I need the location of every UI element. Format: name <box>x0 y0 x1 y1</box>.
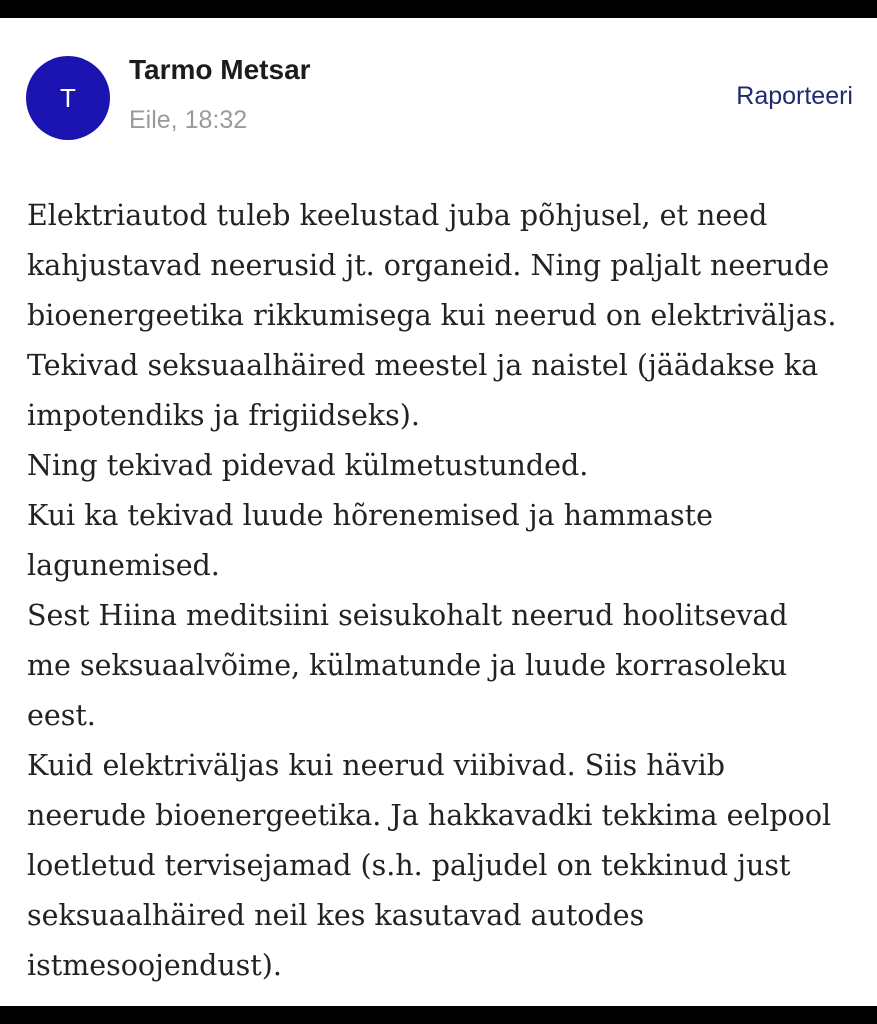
comment-line: kahjustavad neerusid jt. organeid. Ning paljalt neerude <box>27 249 830 282</box>
comment-line: eest. <box>27 699 96 732</box>
author-name[interactable]: Tarmo Metsar <box>129 54 311 85</box>
comment-line: loetletud tervisejamad (s.h. paljudel on tekkinud just <box>27 849 791 882</box>
comment-timestamp: Eile, 18:32 <box>129 106 248 134</box>
comment-line: impotendiks ja frigiidseks). <box>27 399 420 432</box>
avatar-letter: T <box>60 82 76 113</box>
comment-line: neerude bioenergeetika. Ja hakkavadki tekkima eelpool <box>27 799 832 832</box>
comment-line: Elektriautod tuleb keelustad juba põhjusel, et need <box>27 199 768 232</box>
comment-line: Kui ka tekivad luude hõrenemised ja hammaste <box>27 499 713 532</box>
comment-card <box>0 18 877 1006</box>
report-link[interactable]: Raporteeri <box>736 82 853 110</box>
comment-line: Sest Hiina meditsiini seisukohalt neerud hoolitsevad <box>27 599 788 632</box>
comment-line: istmesoojendust). <box>27 949 282 982</box>
comment-line: Tekivad seksuaalhäired meestel ja naistel (jäädakse ka <box>27 349 819 382</box>
comment-line: bioenergeetika rikkumisega kui neerud on elektriväljas. <box>27 299 837 332</box>
comment-line: me seksuaalvõime, külmatunde ja luude korrasoleku <box>27 649 788 682</box>
comment-body <box>27 191 867 991</box>
comment-line: lagunemised. <box>27 549 220 582</box>
avatar[interactable] <box>26 56 110 140</box>
comment-line: Ning tekivad pidevad külmetustunded. <box>27 449 589 482</box>
comment-line: seksuaalhäired neil kes kasutavad autodes <box>27 899 645 932</box>
comment-line: Kuid elektriväljas kui neerud viibivad. Siis hävib <box>27 749 726 782</box>
